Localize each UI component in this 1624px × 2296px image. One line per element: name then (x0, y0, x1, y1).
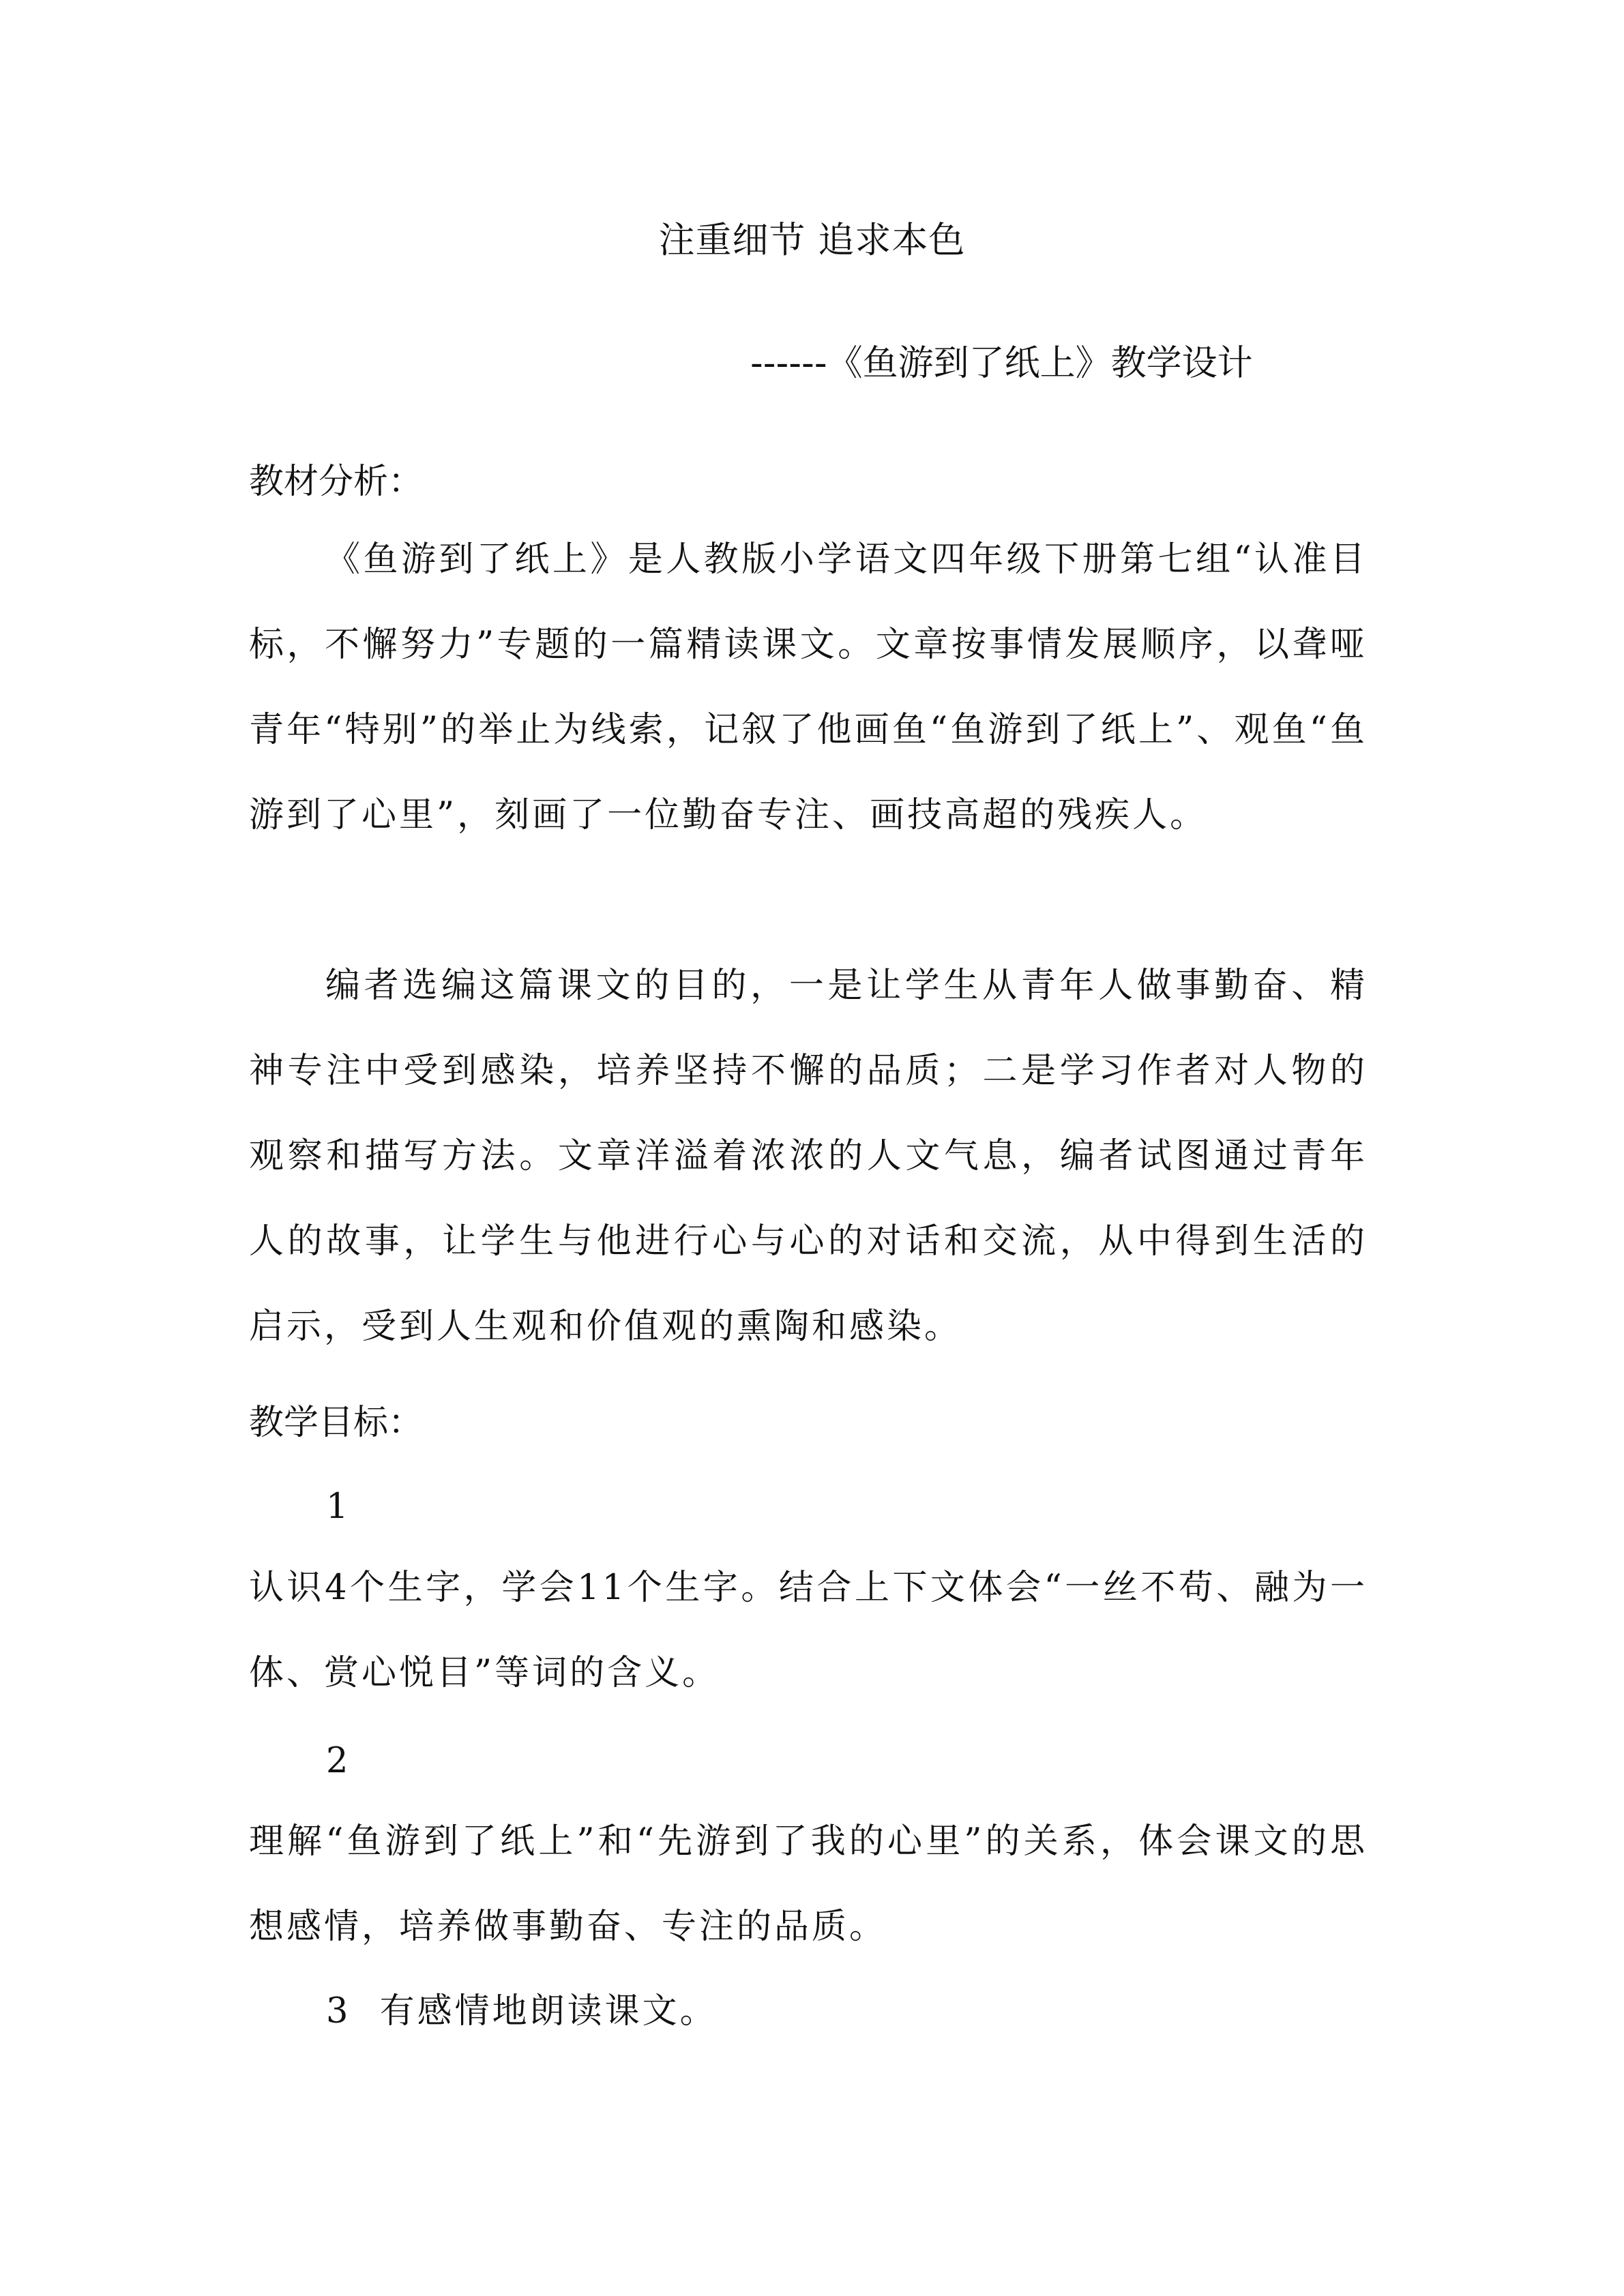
section-heading-analysis: 教材分析： (249, 462, 424, 502)
goal-number-2: 2 (326, 1741, 349, 1781)
document-title: 注重细节 追求本色 (658, 220, 966, 261)
goal-text-3: 有感情地朗读课文。 (379, 1991, 718, 2031)
goal-text-1: 认识4个生字，学会11个生字。结合上下文体会“一丝不苟、融为一体、赏心悦目”等词的含义。 (249, 1568, 1368, 1693)
analysis-paragraph-2: 编者选编这篇课文的目的，一是让学生从青年人做事勤奋、精神专注中受到感染，培养坚持不懈的品质；二是学习作者对人物的观察和描写方法。文章洋溢着浓浓的人文气息，编者试图通过青年人的故事，让学生与他进行心与心的对话和交流，从中得到生活的启示，受到人生观和价值观的熏陶和感染。 (249, 966, 1368, 1347)
goal-number-3: 3 (326, 1991, 351, 2031)
analysis-paragraph-1: 《鱼游到了纸上》是人教版小学语文四年级下册第七组“认准目标，不懈努力”专题的一篇精读课文。文章按事情发展顺序，以聋哑青年“特别”的举止为线索，记叙了他画鱼“鱼游到了纸上”、观鱼“鱼游到了心里”，刻画了一位勤奋专注、画技高超的残疾人。 (249, 539, 1368, 835)
goal-item-3 (326, 1988, 718, 2036)
goal-text-2: 理解“鱼游到了纸上”和“先游到了我的心里”的关系，体会课文的思想感情，培养做事勤奋、专注的品质。 (249, 1821, 1368, 1947)
section-heading-goals: 教学目标： (249, 1403, 424, 1443)
document-subtitle: ------《鱼游到了纸上》教学设计 (750, 343, 1253, 384)
goal-number-1: 1 (326, 1487, 349, 1527)
